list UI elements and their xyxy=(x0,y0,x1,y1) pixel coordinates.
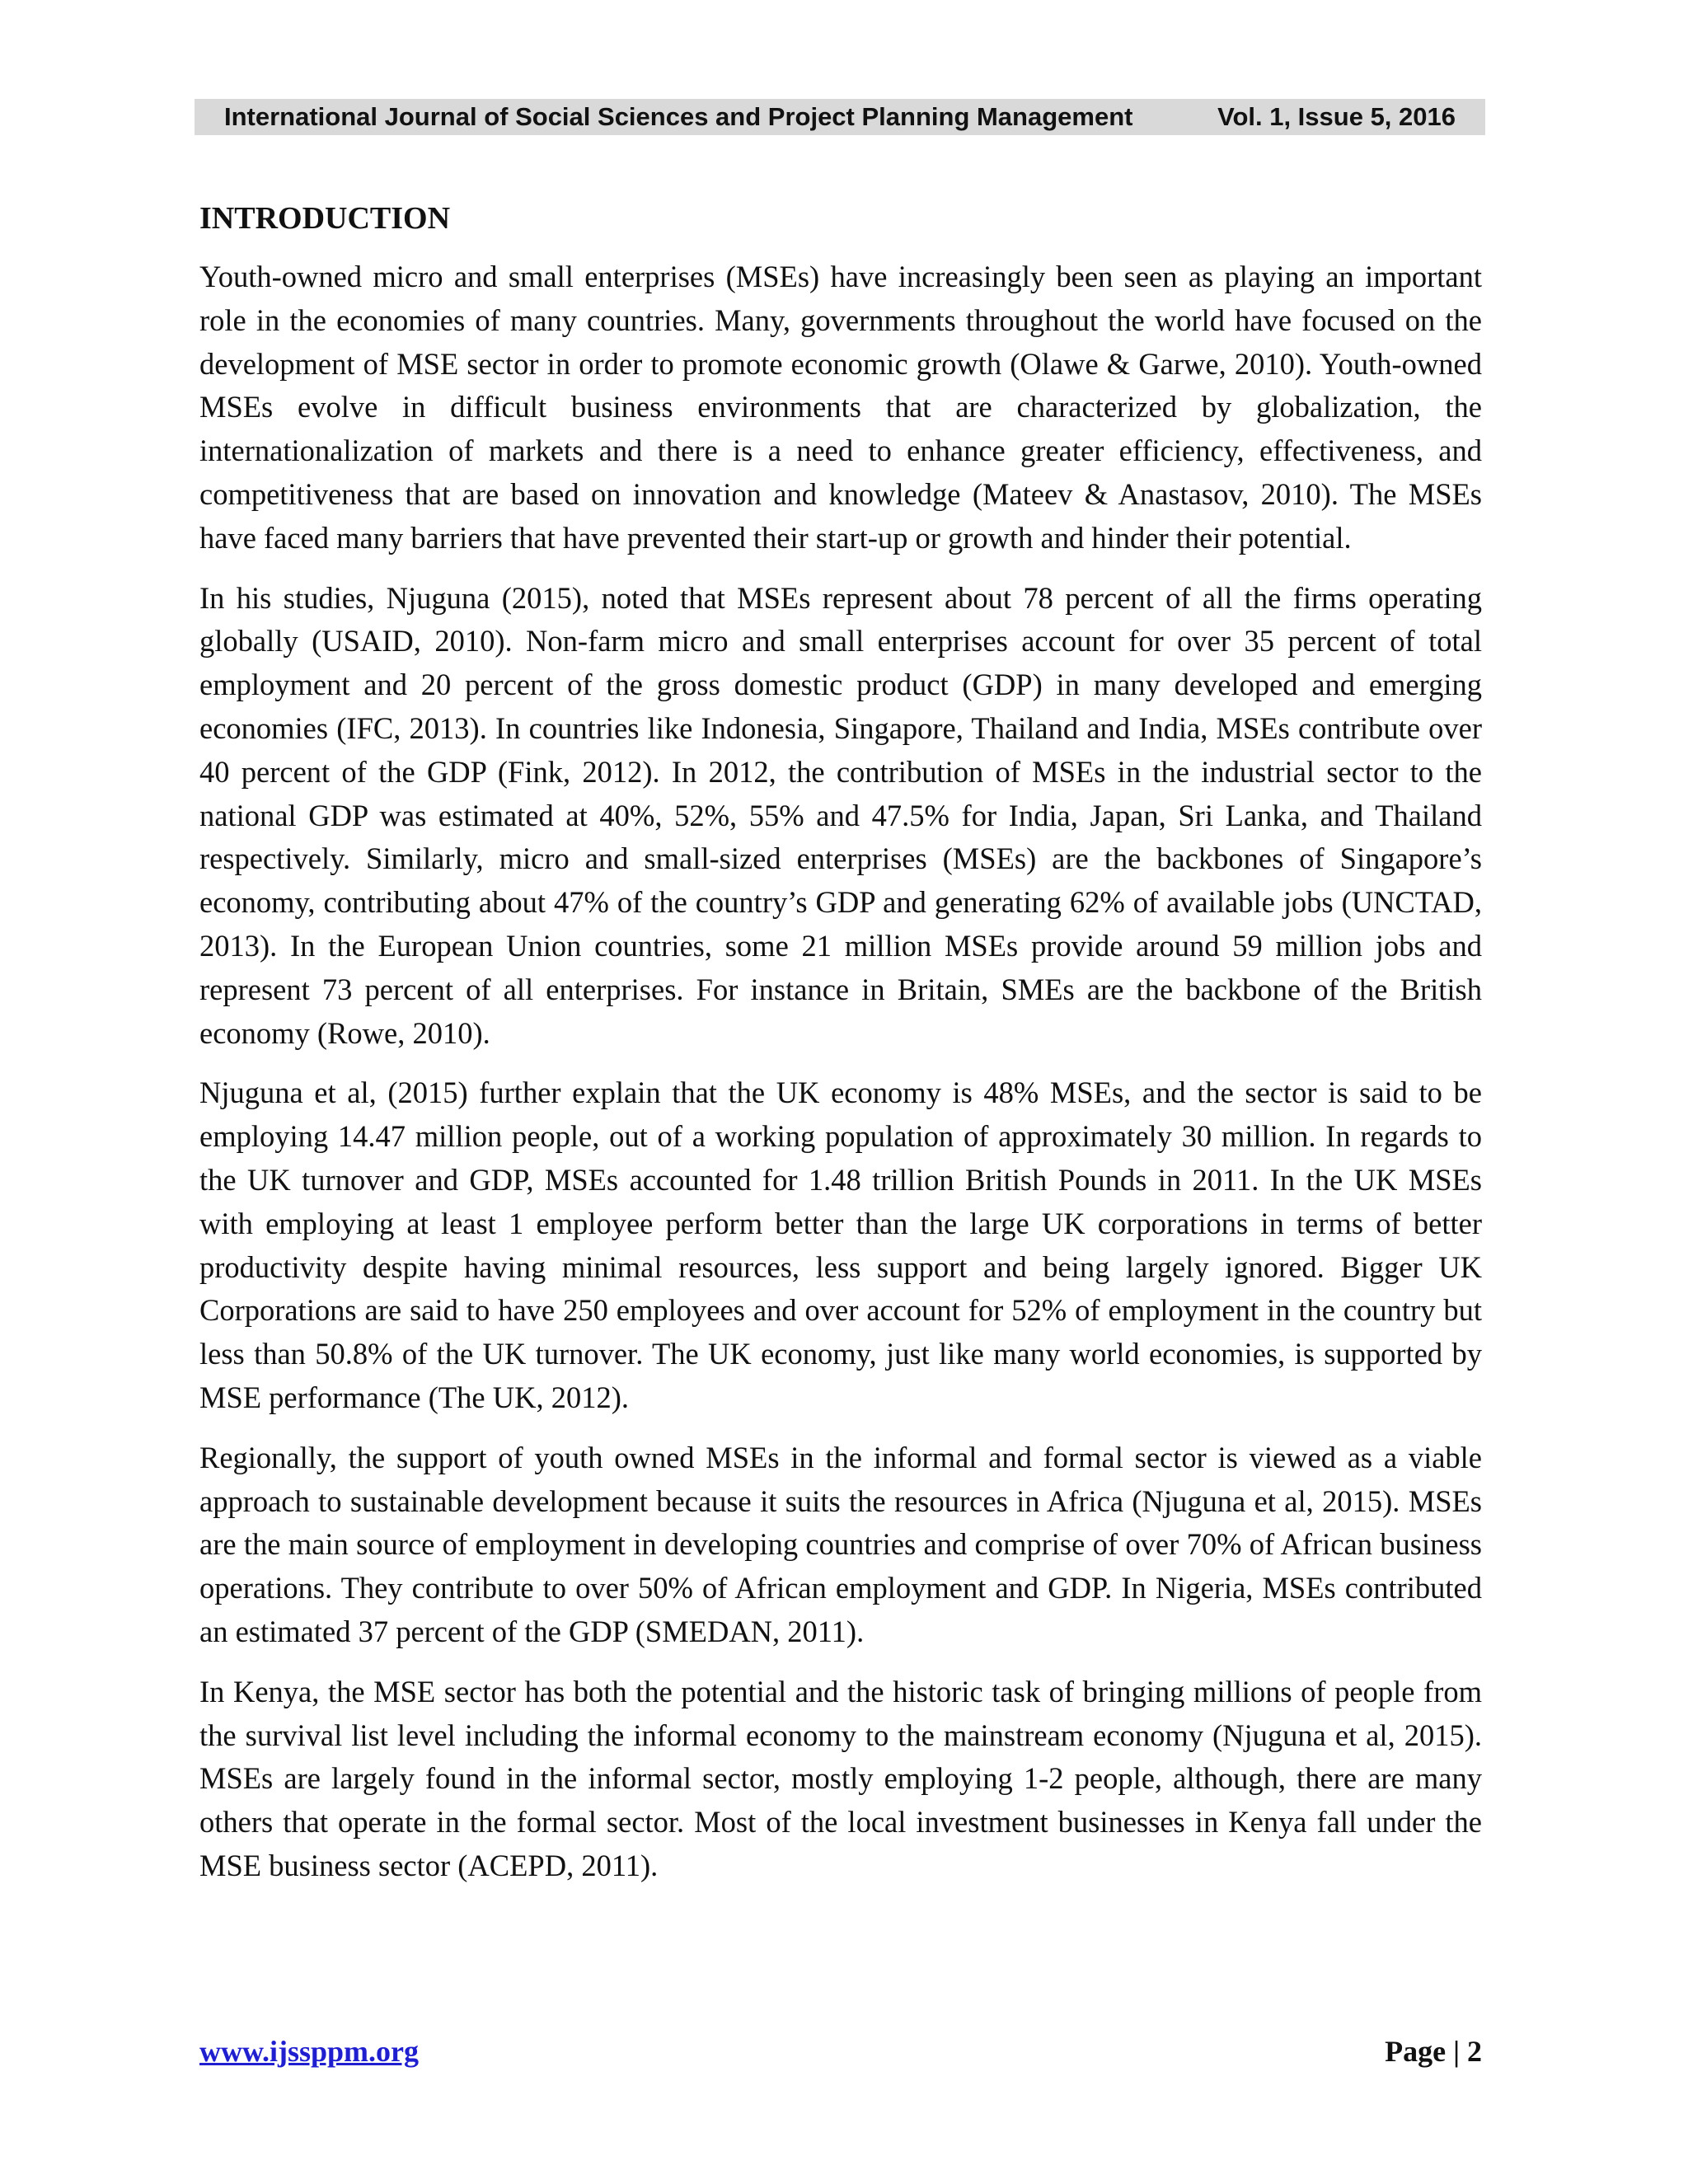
paragraph-1: Youth-owned micro and small enterprises (MSEs) have increasingly been seen as playing an important role in the economies of many countries. Many, governments throughout the world have focused on the development of MSE sector in order to promote economic growth (Olawe & Garwe, 2010). Youth-owned MSEs evolve in difficult business environments that are characterized by globalization, the internationalization of markets and there is a need to enhance greater efficiency, effectiveness, and competitiveness that are based on innovation and knowledge (Mateev & Anastasov, 2010). The MSEs have faced many barriers that have prevented their start-up or growth and hinder their potential. xyxy=(199,260,1482,555)
page-number: Page | 2 xyxy=(1385,2035,1482,2068)
running-header xyxy=(195,99,1485,135)
journal-title: International Journal of Social Sciences and Project Planning Management xyxy=(224,102,1133,131)
section-heading: INTRODUCTION xyxy=(199,201,451,236)
paragraph-3: Njuguna et al, (2015) further explain that the UK economy is 48% MSEs, and the sector is said to be employing 14.47 million people, out of a working population of approximately 30 million. In regards to the UK turnover and GDP, MSEs accounted for 1.48 trillion British Pounds in 2011. In the UK MSEs with employing at least 1 employee perform better than the large UK corporations in terms of better productivity despite having minimal resources, less support and being largely ignored. Bigger UK Corporations are said to have 250 employees and over account for 52% of employment in the country but less than 50.8% of the UK turnover. The UK economy, just like many world economies, is supported by MSE performance (The UK, 2012). xyxy=(199,1076,1482,1414)
journal-volume: Vol. 1, Issue 5, 2016 xyxy=(1217,102,1456,131)
paragraph-5: In Kenya, the MSE sector has both the potential and the historic task of bringing millions of people from the survival list level including the informal economy to the mainstream economy (Njuguna et al, 2015). MSEs are largely found in the informal sector, mostly employing 1-2 people, although, there are many others that operate in the formal sector. Most of the local investment businesses in Kenya fall under the MSE business sector (ACEPD, 2011). xyxy=(199,1674,1482,1882)
paragraph-4: Regionally, the support of youth owned MSEs in the informal and formal sector is viewed as a viable approach to sustainable development because it suits the resources in Africa (Njuguna et al, 2015). MSEs are the main source of employment in developing countries and comprise of over 70% of African business operations. They contribute to over 50% of African employment and GDP. In Nigeria, MSEs contributed an estimated 37 percent of the GDP (SMEDAN, 2011). xyxy=(199,1440,1482,1648)
journal-website-link[interactable]: www.ijssppm.org xyxy=(199,2035,420,2068)
article-body xyxy=(199,198,1482,1905)
paragraph-2: In his studies, Njuguna (2015), noted that MSEs represent about 78 percent of all the firms operating globally (USAID, 2010). Non-farm micro and small enterprises account for over 35 percent of total employment and 20 percent of the gross domestic product (GDP) in many developed and emerging economies (IFC, 2013). In countries like Indonesia, Singapore, Thailand and India, MSEs contribute over 40 percent of the GDP (Fink, 2012). In 2012, the contribution of MSEs in the industrial sector to the national GDP was estimated at 40%, 52%, 55% and 47.5% for India, Japan, Sri Lanka, and Thailand respectively. Similarly, micro and small-sized enterprises (MSEs) are the backbones of Singapore’s economy, contributing about 47% of the country’s GDP and generating 62% of available jobs (UNCTAD, 2013). In the European Union countries, some 21 million MSEs provide around 59 million jobs and represent 73 percent of all enterprises. For instance in Britain, SMEs are the backbone of the British economy (Rowe, 2010). xyxy=(199,580,1482,1050)
